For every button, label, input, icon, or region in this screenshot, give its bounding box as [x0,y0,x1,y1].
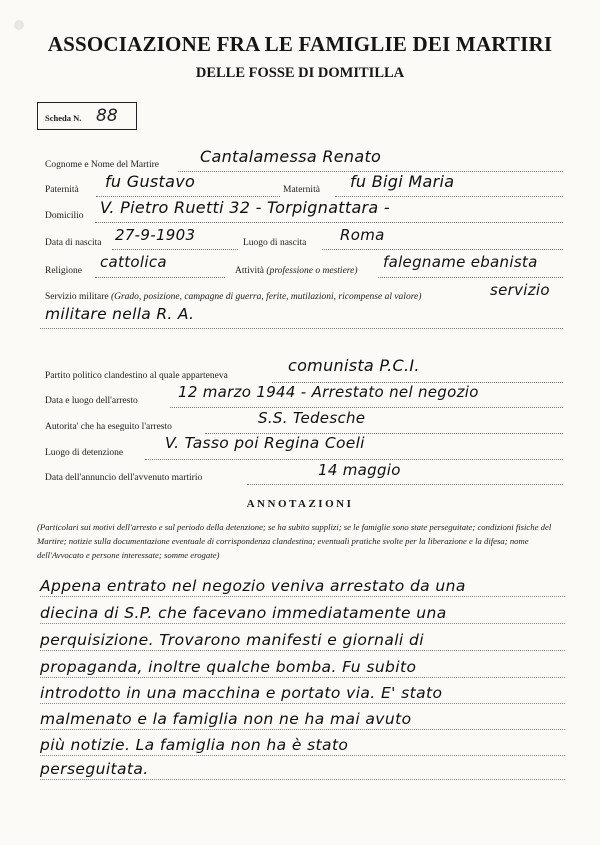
annotation-rule-1 [40,596,565,597]
annotation-rule-4 [40,677,565,678]
autorita-label: Autorita' che ha eseguito l'arresto [45,422,172,432]
annuncio-label: Data dell'annuncio dell'avvenuto martirio [45,473,203,483]
document-subtitle: DELLE FOSSE DI DOMITILLA [195,65,405,81]
annotation-line-7: più notizie. La famiglia non ha è stato [40,736,349,754]
cognome-value: Cantalamessa Renato [200,147,382,166]
attivita-label-text: Attività [235,266,265,276]
annotation-line-6: malmenato e la famiglia non ne ha mai avuto [40,710,412,728]
detenzione-line [145,459,563,460]
annotation-rule-7 [40,755,565,756]
nascita-label: Data di nascita [45,238,102,248]
annuncio-line [247,484,563,485]
annotation-rule-5 [40,703,565,704]
paternita-label: Paternità [45,185,79,195]
detenzione-label: Luogo di detenzione [45,448,124,458]
luogo-nascita-line [322,249,563,250]
annotation-rule-6 [40,729,565,730]
attivita-label [235,266,358,276]
maternita-label: Maternità [283,185,320,195]
annotation-line-5: introdotto in una macchina e portato via. E' stato [40,684,443,702]
punch-hole [14,20,24,30]
religione-label: Religione [45,266,82,276]
arresto-line [170,407,563,408]
nascita-line [112,249,238,250]
scheda-label: Scheda N. [45,113,82,123]
domicilio-value: V. Pietro Ruetti 32 - Torpignattara - [100,198,390,217]
paternita-line [96,196,280,197]
maternita-value: fu Bigi Maria [350,172,455,191]
servizio-line [40,328,563,329]
religione-line [95,277,225,278]
annotation-line-3: perquisizione. Trovarono manifesti e giornali di [40,631,424,649]
document-title: ASSOCIAZIONE FRA LE FAMIGLIE DEI MARTIRI [47,32,553,56]
annotation-rule-8 [40,779,565,780]
autorita-value: S.S. Tedesche [258,409,366,427]
servizio-label-text: Servizio militare [45,292,109,302]
annotation-line-2: diecina di S.P. che facevano immediatamente una [40,604,447,622]
servizio-value-2: militare nella R. A. [45,305,195,323]
luogo-nascita-value: Roma [340,226,385,244]
scheda-box [37,102,137,130]
luogo-nascita-label: Luogo di nascita [243,238,307,248]
annotation-line-8: perseguitata. [40,760,149,778]
maternita-line [335,196,563,197]
religione-value: cattolica [100,253,167,271]
annotation-rule-2 [40,623,565,624]
attivita-line [378,277,563,278]
annotazioni-note: (Particolari sui motivi dell'arresto e sul periodo della detenzione; se ha subito supplizi; se le famiglie sono state perseguitate; condizioni fisiche del Martire; notizie sulla documentazione eventuale di corrispondenza clandestina; eventuali pratiche svolte per la liberazione e la difesa; nome dell'Avvocato e persone interessate; somme erogate) [37,522,552,560]
servizio-note: (Grado, posizione, campagne di guerra, ferite, mutilazioni, ricompense al valore) [110,292,422,302]
partito-value: comunista P.C.I. [288,356,420,375]
servizio-label [45,292,421,302]
servizio-value-1: servizio [490,281,550,299]
annotation-line-4: propaganda, inoltre qualche bomba. Fu subito [40,658,417,676]
annotation-rule-3 [40,650,565,651]
domicilio-line [95,222,563,223]
detenzione-value: V. Tasso poi Regina Coeli [165,434,365,452]
attivita-value: falegname ebanista [383,253,538,271]
scheda-number: 88 [96,106,118,126]
nascita-value: 27-9-1903 [115,226,196,244]
attivita-note: (professione o mestiere) [266,266,358,276]
annuncio-value: 14 maggio [318,461,401,479]
annotazioni-title: ANNOTAZIONI [246,498,354,510]
paternita-value: fu Gustavo [105,172,196,191]
domicilio-label: Domicilio [45,211,84,221]
arresto-label: Data e luogo dell'arresto [45,396,138,406]
annotation-line-1: Appena entrato nel negozio veniva arrestato da una [40,577,466,595]
cognome-label: Cognome e Nome del Martire [45,160,159,170]
partito-label: Partito politico clandestino al quale apparteneva [45,371,228,381]
arresto-value: 12 marzo 1944 - Arrestato nel negozio [178,383,479,401]
